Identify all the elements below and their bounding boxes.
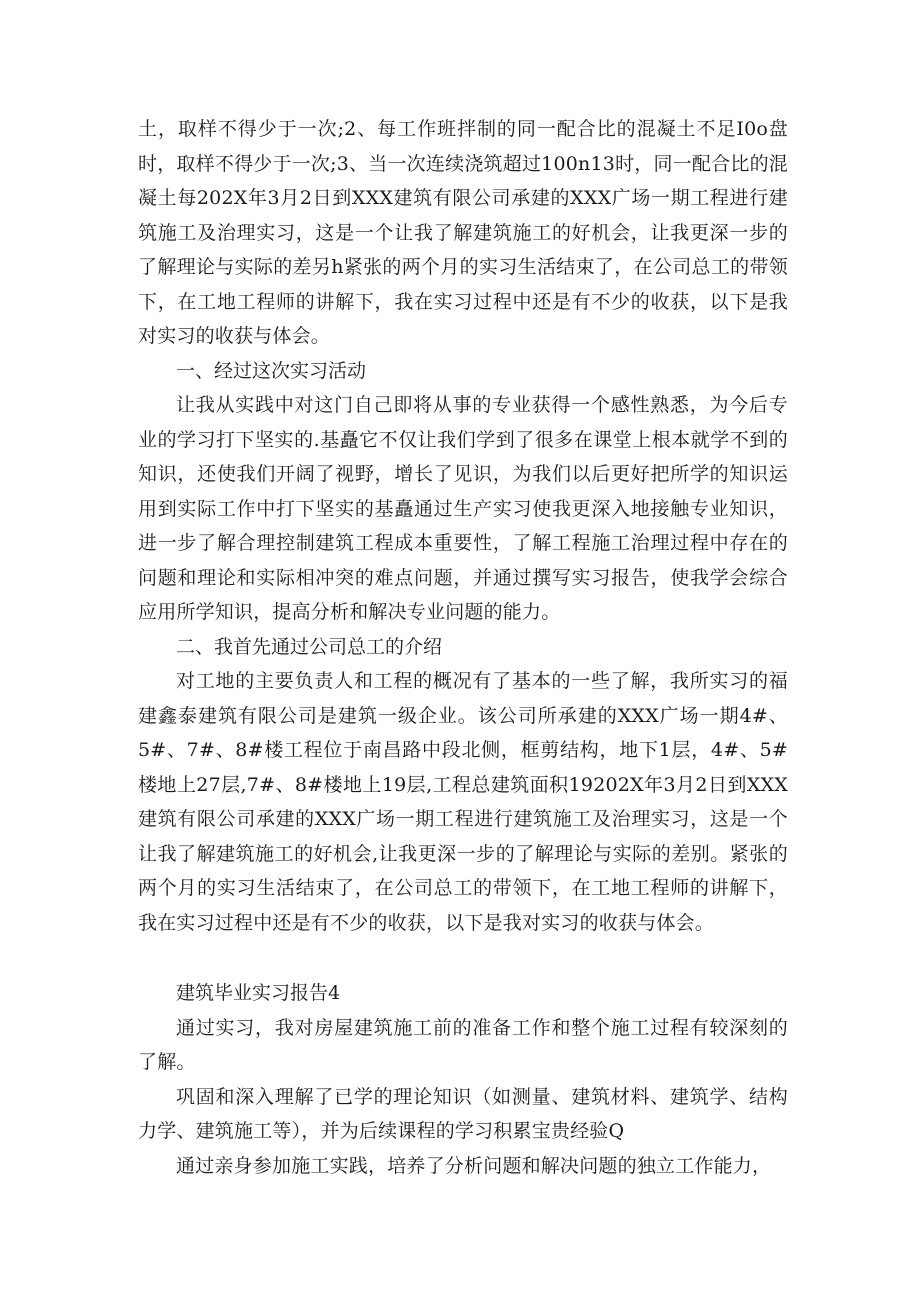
paragraph-section-1: 让我从实践中对这门自己即将从事的专业获得一个感性熟悉，为今后专业的学习打下坚实的.基矗它不仅让我们学到了很多在课堂上根本就学不到的知识，还使我们开阔了视野，增长了见识，为我们以后更好把所学的知识运用到实际工作中打下坚实的基矗通过生产实习使我更深入地接触专业知识，进一步了解合理控制建筑工程成本重要性，了解工程施工治理过程中存在的问题和理论和实际相冲突的难点问题，并通过撰写实习报告，使我学会综合应用所学知识，提高分析和解决专业问题的能力。	[138, 394, 788, 623]
section-spacer	[138, 940, 788, 976]
paragraph-report-2: 巩固和深入理解了已学的理论知识（如测量、建筑材料、建筑学、结构力学、建筑施工等），并为后续课程的学习积累宝贵经验Q	[138, 1085, 788, 1142]
paragraph-intro: 土，取样不得少于一次;2、每工作班拌制的同一配合比的混凝土不足I0o盘时，取样不得少于一次;3、当一次连续浇筑超过100n13时，同一配合比的混凝土每202X年3月2日到XXX建筑有限公司承建的XXX广场一期工程进行建筑施工及治理实习，这是一个让我了解建筑施工的好机会，让我更深一步的了解理论与实际的差另h紧张的两个月的实习生活结束了，在公司总工的带领下，在工地工程师的讲解下，我在实习过程中还是有不少的收获，以下是我对实习的收获与体会。	[138, 118, 788, 347]
paragraph-section-2: 对工地的主要负责人和工程的概况有了基本的一些了解，我所实习的福建鑫泰建筑有限公司是建筑一级企业。该公司所承建的XXX广场一期4#、5#、7#、8#楼工程位于南昌路中段北侧，框剪结构，地下1层，4#、5#楼地上27层,7#、8#楼地上19层,工程总建筑面积19202X年3月2日到XXX建筑有限公司承建的XXX广场一期工程进行建筑施工及治理实习，这是一个让我了解建筑施工的好机会,让我更深一步的了解理论与实际的差别。紧张的两个月的实习生活结束了，在公司总工的带领下，在工地工程师的讲解下，我在实习过程中还是有不少的收获，以下是我对实习的收获与体会。	[138, 670, 788, 934]
report-title: 建筑毕业实习报告4	[176, 982, 341, 1004]
section-heading-2: 二、我首先通过公司总工的介绍	[176, 635, 443, 658]
section-heading-1: 一、经过这次实习活动	[176, 359, 367, 382]
paragraph-report-3: 通过亲身参加施工实践，培养了分析问题和解决问题的独立工作能力，	[176, 1154, 772, 1177]
document-page	[138, 112, 788, 1183]
paragraph-report-1: 通过实习，我对房屋建筑施工前的准备工作和整个施工过程有较深刻的了解。	[138, 1016, 788, 1073]
